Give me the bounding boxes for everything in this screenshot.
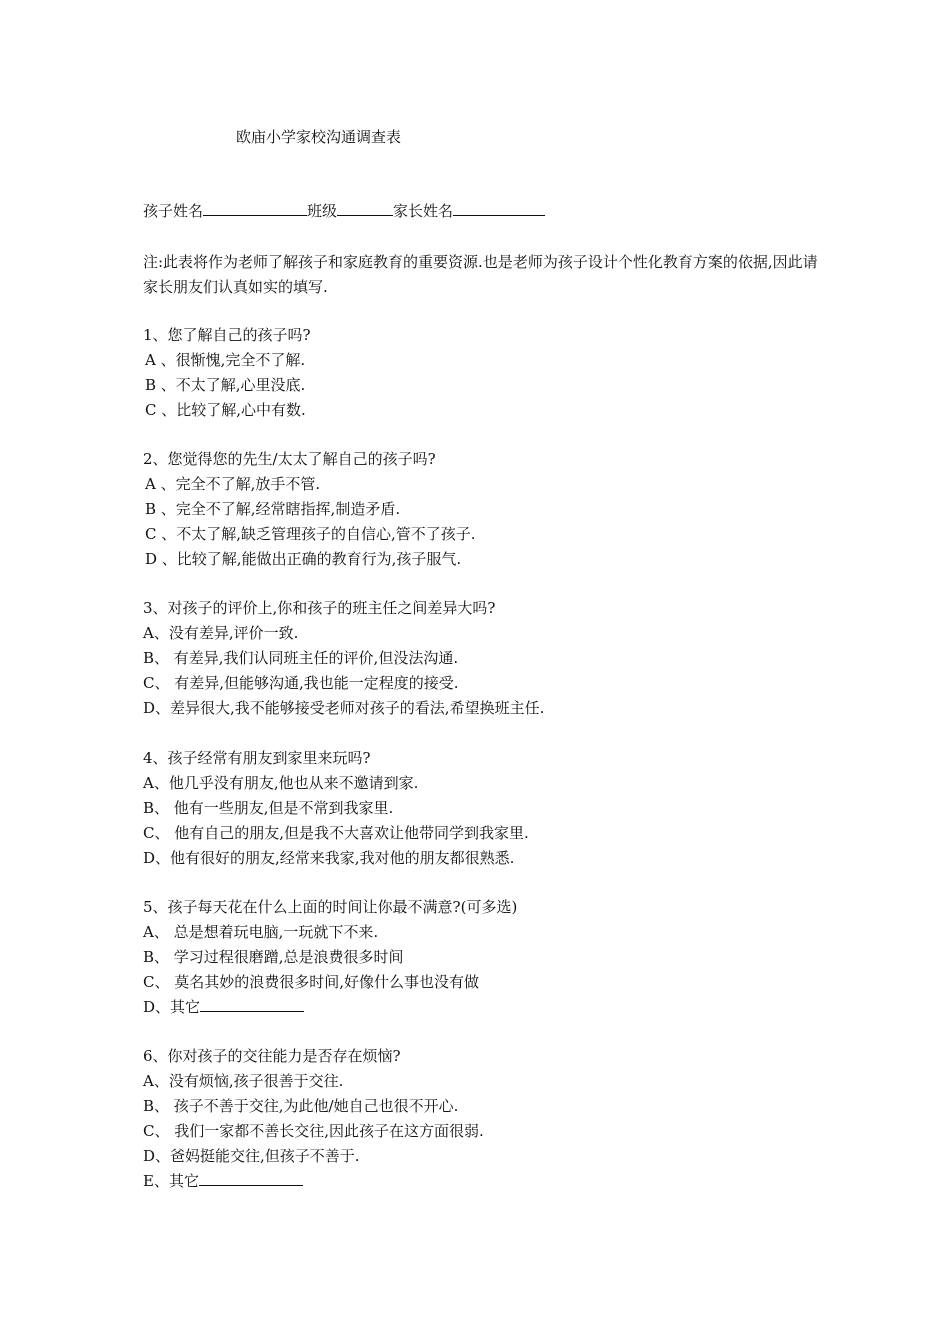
option: D、他有很好的朋友,经常来我家,我对他的朋友都很熟悉. bbox=[143, 849, 515, 867]
question-6 bbox=[143, 1044, 484, 1194]
option: C、 有差异,但能够沟通,我也能一定程度的接受. bbox=[143, 674, 459, 692]
question-1 bbox=[143, 323, 311, 423]
option-label: D、其它 bbox=[143, 998, 201, 1016]
question-4 bbox=[143, 746, 529, 871]
child-name-blank[interactable] bbox=[203, 201, 307, 216]
question-text: 3、对孩子的评价上,你和孩子的班主任之间差异大吗? bbox=[143, 599, 496, 617]
option: D、差异很大,我不能够接受老师对孩子的看法,希望换班主任. bbox=[143, 699, 545, 717]
info-line bbox=[143, 200, 545, 221]
option: C 、比较了解,心中有数. bbox=[145, 401, 306, 419]
note-paragraph: 注:此表将作为老师了解孩子和家庭教育的重要资源.也是老师为孩子设计个性化教育方案的依据,因此请家长朋友们认真如实的填写. bbox=[143, 253, 818, 296]
question-text: 6、你对孩子的交往能力是否存在烦恼? bbox=[143, 1047, 401, 1065]
option: B、 他有一些朋友,但是不常到我家里. bbox=[143, 799, 394, 817]
option: C、 莫名其妙的浪费很多时间,好像什么事也没有做 bbox=[143, 973, 480, 991]
option: A 、很惭愧,完全不了解. bbox=[145, 351, 306, 369]
class-blank[interactable] bbox=[337, 201, 393, 216]
option: B 、完全不了解,经常瞎指挥,制造矛盾. bbox=[145, 500, 401, 518]
question-text: 4、孩子经常有朋友到家里来玩吗? bbox=[143, 749, 371, 767]
question-5 bbox=[143, 895, 517, 1020]
option: B 、不太了解,心里没底. bbox=[145, 376, 306, 394]
option-other bbox=[143, 995, 517, 1020]
parent-name-label: 家长姓名 bbox=[393, 202, 454, 220]
other-blank[interactable] bbox=[199, 1171, 303, 1186]
page-title: 欧庙小学家校沟通调查表 bbox=[236, 128, 402, 146]
option: D、爸妈挺能交往,但孩子不善于. bbox=[143, 1147, 360, 1165]
option: B、 孩子不善于交往,为此他/她自己也很不开心. bbox=[143, 1097, 459, 1115]
option: B、 学习过程很磨蹭,总是浪费很多时间 bbox=[143, 948, 404, 966]
option: A、没有差异,评价一致. bbox=[143, 624, 299, 642]
question-3 bbox=[143, 596, 544, 721]
question-text: 1、您了解自己的孩子吗? bbox=[143, 326, 311, 344]
question-text: 5、孩子每天花在什么上面的时间让你最不满意?(可多选) bbox=[143, 898, 518, 916]
class-label: 班级 bbox=[307, 202, 338, 220]
option: A、没有烦恼,孩子很善于交往. bbox=[143, 1072, 344, 1090]
question-2 bbox=[143, 447, 476, 572]
option: B、 有差异,我们认同班主任的评价,但没法沟通. bbox=[143, 649, 459, 667]
option: C、 我们一家都不善长交往,因此孩子在这方面很弱. bbox=[143, 1122, 484, 1140]
parent-name-blank[interactable] bbox=[453, 201, 545, 216]
option: D 、比较了解,能做出正确的教育行为,孩子服气. bbox=[145, 550, 462, 568]
option: A、他几乎没有朋友,他也从来不邀请到家. bbox=[143, 774, 419, 792]
option: C、 他有自己的朋友,但是我不大喜欢让他带同学到我家里. bbox=[143, 824, 529, 842]
child-name-label: 孩子姓名 bbox=[143, 202, 204, 220]
question-text: 2、您觉得您的先生/太太了解自己的孩子吗? bbox=[143, 450, 436, 468]
option-other bbox=[143, 1169, 484, 1194]
option-label: E、其它 bbox=[143, 1172, 199, 1190]
option: A、 总是想着玩电脑,一玩就下不来. bbox=[143, 923, 379, 941]
option: A 、完全不了解,放手不管. bbox=[145, 475, 321, 493]
option: C 、不太了解,缺乏管理孩子的自信心,管不了孩子. bbox=[145, 525, 476, 543]
other-blank[interactable] bbox=[200, 997, 304, 1012]
